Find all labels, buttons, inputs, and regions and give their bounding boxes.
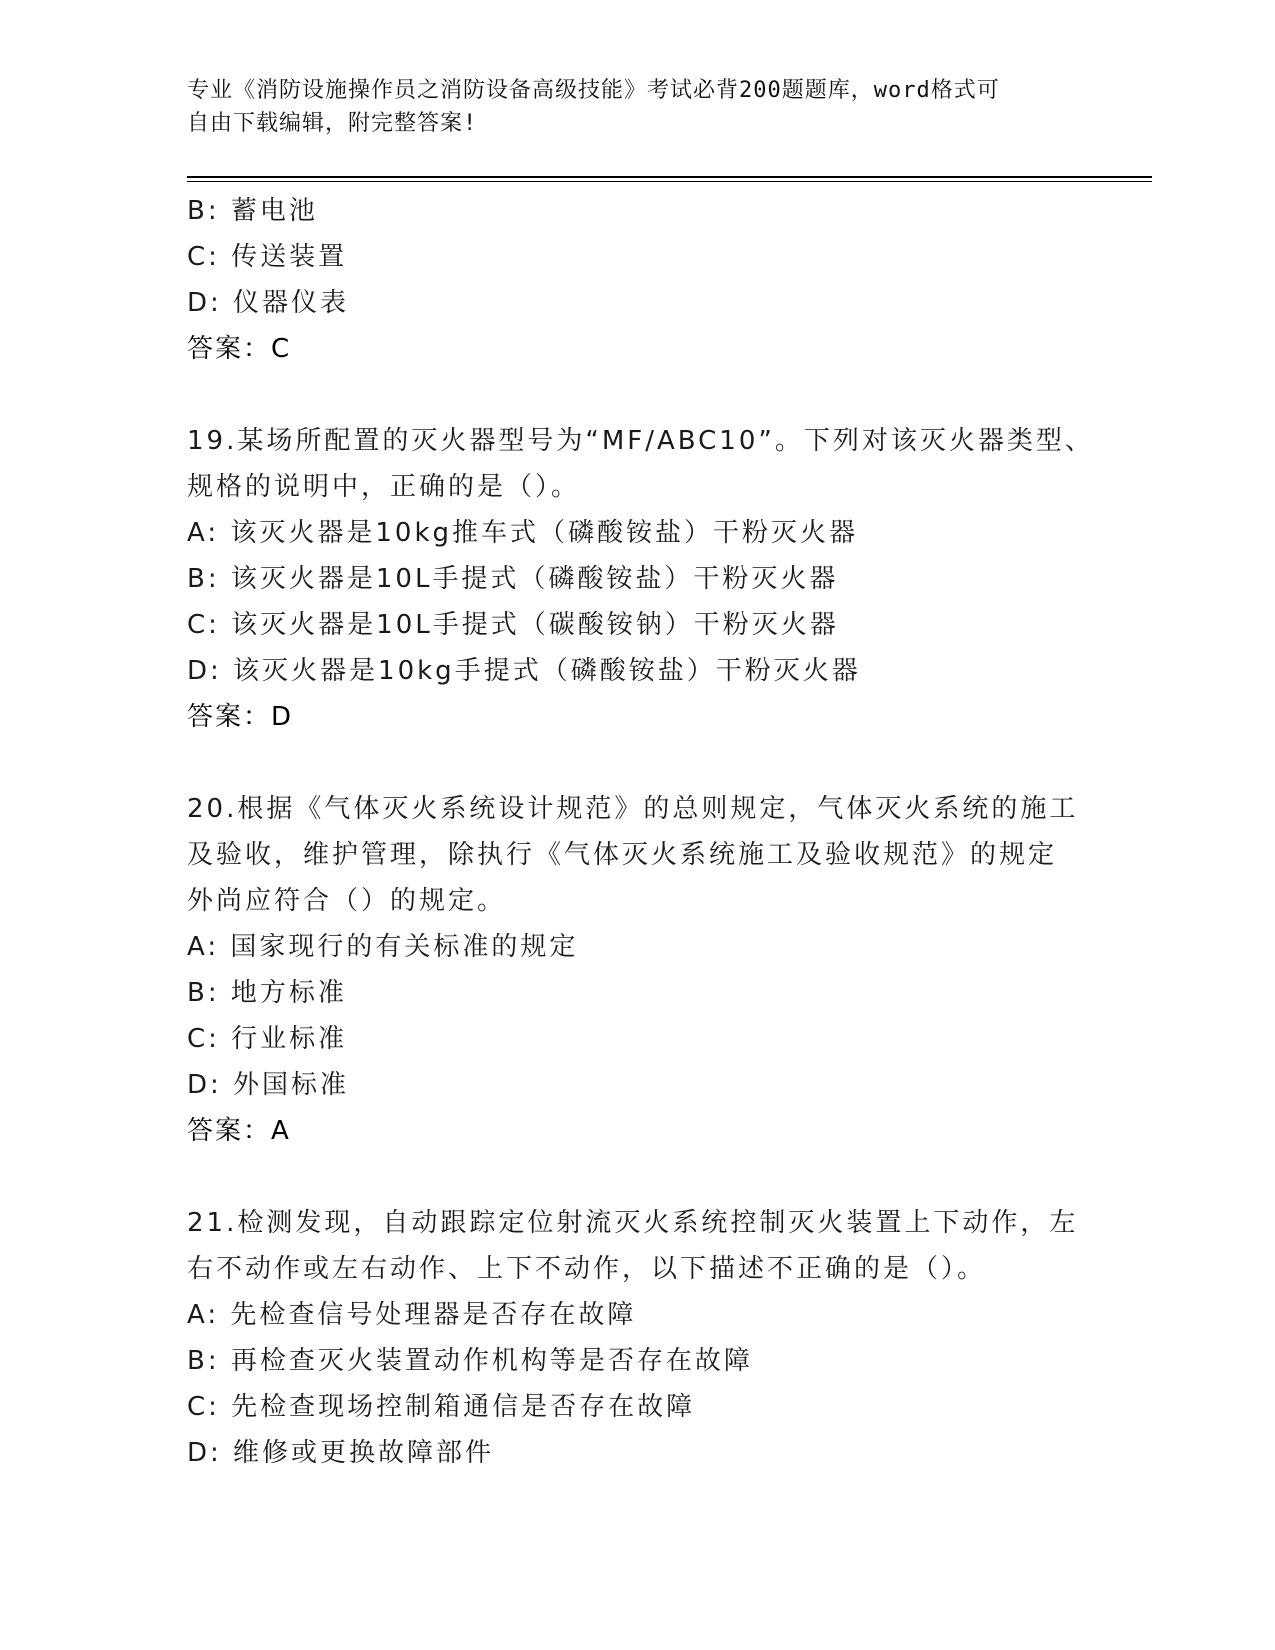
- option-a: A: 先检查信号处理器是否存在故障: [187, 1300, 637, 1330]
- option-b: B: 地方标准: [187, 978, 347, 1008]
- header-divider-thin: [187, 181, 1152, 182]
- header-line-2: 自由下载编辑，附完整答案!: [187, 111, 478, 136]
- spacer: [187, 372, 1087, 418]
- answer-line: 答案：C: [187, 334, 292, 364]
- header-divider-thick: [187, 176, 1152, 178]
- question-stem-line: 21.检测发现，自动跟踪定位射流灭火系统控制灭火装置上下动作，左: [187, 1208, 1079, 1238]
- option-d: D: 该灭火器是10kg手提式（磷酸铵盐）干粉灭火器: [187, 656, 861, 686]
- question-stem-line: 右不动作或左右动作、上下不动作，以下描述不正确的是（）。: [187, 1254, 987, 1284]
- spacer: [187, 740, 1087, 786]
- option-c: C: 先检查现场控制箱通信是否存在故障: [187, 1392, 696, 1422]
- document-body: [187, 188, 1094, 1476]
- question-stem-line: 外尚应符合（）的规定。: [187, 886, 507, 916]
- spacer: [187, 1154, 1087, 1200]
- question-20: [187, 786, 1087, 1154]
- question-stem-line: 19.某场所配置的灭火器型号为“MF/ABC10”。下列对该灭火器类型、: [187, 426, 1094, 456]
- option-b: B: 蓄电池: [187, 196, 318, 226]
- option-c: C: 该灭火器是10L手提式（碳酸铵钠）干粉灭火器: [187, 610, 839, 640]
- option-d: D: 外国标准: [187, 1070, 350, 1100]
- question-stem-line: 及验收，维护管理，除执行《气体灭火系统施工及验收规范》的规定: [187, 840, 1058, 870]
- option-c: C: 行业标准: [187, 1024, 348, 1054]
- option-d: D: 仪器仪表: [187, 288, 350, 318]
- question-19: [187, 418, 1094, 740]
- header-line-1: 专业《消防设施操作员之消防设备高级技能》考试必背200题题库，word格式可: [187, 78, 1000, 103]
- option-d: D: 维修或更换故障部件: [187, 1438, 495, 1468]
- option-a: A: 该灭火器是10kg推车式（磷酸铵盐）干粉灭火器: [187, 518, 858, 548]
- question-stem-line: 20.根据《气体灭火系统设计规范》的总则规定，气体灭火系统的施工: [187, 794, 1079, 824]
- option-b: B: 该灭火器是10L手提式（磷酸铵盐）干粉灭火器: [187, 564, 839, 594]
- question-18-tail: [187, 188, 1087, 372]
- option-b: B: 再检查灭火装置动作机构等是否存在故障: [187, 1346, 753, 1376]
- answer-line: 答案：A: [187, 1116, 291, 1146]
- question-stem-line: 规格的说明中，正确的是（）。: [187, 472, 581, 502]
- document-header: [187, 74, 1087, 140]
- question-21: [187, 1200, 1087, 1476]
- option-a: A: 国家现行的有关标准的规定: [187, 932, 579, 962]
- option-c: C: 传送装置: [187, 242, 348, 272]
- answer-line: 答案：D: [187, 702, 294, 732]
